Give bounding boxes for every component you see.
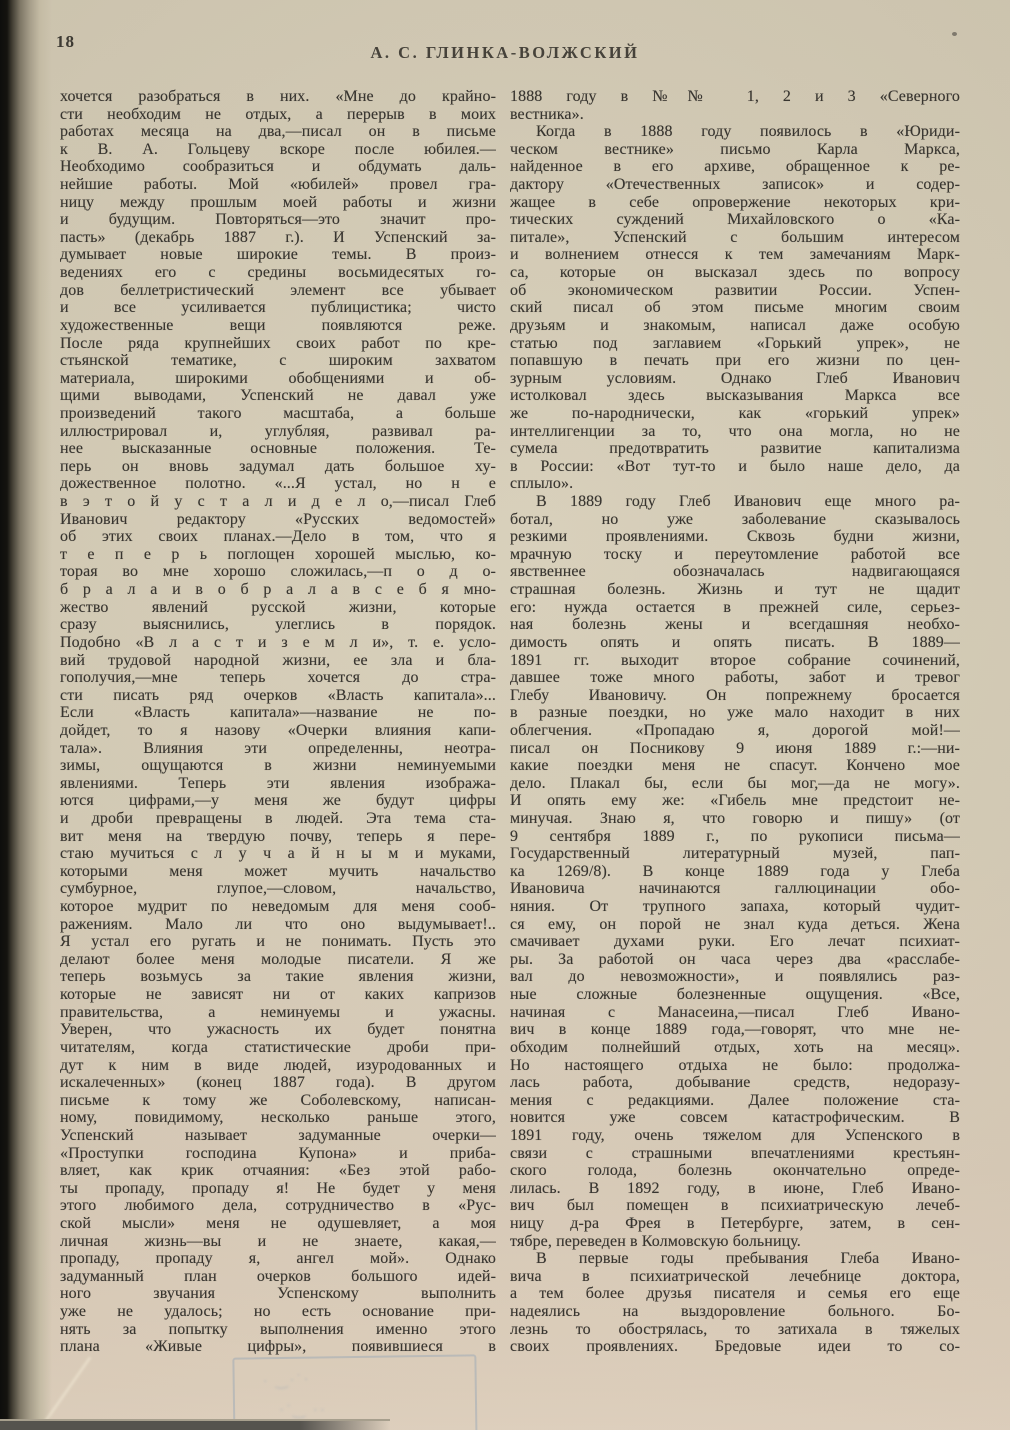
text-line: писал он Посникову 9 июня 1889 г.:—ни-: [510, 739, 960, 757]
text-line: попавшую в печать при его жизни по цен-: [510, 352, 960, 370]
text-line: 1891 году, очень тяжелом для Успенского в: [510, 1126, 960, 1144]
text-line: ры. За работой он часа через два «расслабе-: [510, 950, 960, 968]
text-line: нее высказанные основные положения. Те-: [60, 440, 496, 458]
text-line: и волнением отнесся к тем замечаниям Марк-: [510, 246, 960, 264]
text-line: Иванович редактору «Русских ведомостей»: [60, 510, 496, 528]
scan-bottom-edge: [0, 1419, 390, 1430]
text-line: лезнь то обострялась, то затихала в тяжелых: [510, 1320, 960, 1338]
text-line: статью под заглавием «Горький упрек», не: [510, 334, 960, 352]
text-line: ведениях его с средины восьмидесятых го-: [60, 264, 496, 282]
text-line: тических суждений Михайловского о «Ка-: [510, 211, 960, 229]
text-line: вий трудовой народной жизни, ее зла и бла-: [60, 651, 496, 669]
text-line: т е п е р ь поглощен хорошей мыслью, ко-: [60, 545, 496, 563]
text-line: и все усиливается публицистика; чисто: [60, 299, 496, 317]
text-line: уже не удалось; но есть основание при-: [60, 1303, 496, 1321]
text-line: ботал, но уже заболевание сказывалось: [510, 510, 960, 528]
text-line: друзьям и знакомым, написал даже особую: [510, 316, 960, 334]
text-line: которое мудрит по неведомым для меня сооб-: [60, 898, 496, 916]
text-line: же по-народнически, как «горький упрек»: [510, 404, 960, 422]
text-line: димость опять и опять писать. В 1889—: [510, 633, 960, 651]
text-line: которыми меня может мучить начальство: [60, 862, 496, 880]
text-line: интеллигенции за то, что она могла, но не: [510, 422, 960, 440]
text-line: пасть» (декабрь 1887 г.). И Успенский за-: [60, 228, 496, 246]
text-line: резкими проявлениями. Сквозь будни жизни,: [510, 528, 960, 546]
text-line: лась работа, добывание средств, недоразу-: [510, 1074, 960, 1092]
text-line: думывает новые широкие темы. В произ-: [60, 246, 496, 264]
text-line: ному, повидимому, несколько раньше этого,: [60, 1109, 496, 1127]
text-line: этого любимого дела, сотрудничество в «Рус-: [60, 1197, 496, 1215]
text-line: и будущим. Повторяться—это значит про-: [60, 211, 496, 229]
text-line: об экономическом развитии России. Успен-: [510, 281, 960, 299]
text-line: После ряда крупнейших своих работ по кре-: [60, 334, 496, 352]
text-line: ного звучания Успенскому выполнить: [60, 1285, 496, 1303]
text-line: которые не зависят ни от каких капризов: [60, 986, 496, 1004]
text-line: найденное в его архиве, обращенное к ре-: [510, 158, 960, 176]
text-line: дело. Плакал бы, если бы мог,—да не могу».: [510, 774, 960, 792]
text-line: об этих своих планах.—Дело в том, что я: [60, 528, 496, 546]
text-line: его: нужда остается в прежней силе, серьез-: [510, 598, 960, 616]
text-line: явлениями. Теперь эти явления изобража-: [60, 774, 496, 792]
text-line: облегчения. «Пропадаю я, дорогой мой!—: [510, 721, 960, 739]
text-line: стаю мучиться с л у ч а й н ы м и муками,: [60, 845, 496, 863]
text-line: Успенский называет задуманные очерки—: [60, 1126, 496, 1144]
text-line: в разные поездки, но уже мало находит в них: [510, 704, 960, 722]
text-line: са, которые он высказал здесь по вопросу: [510, 264, 960, 282]
text-line: вич в конце 1889 года,—говорят, что мне не-: [510, 1021, 960, 1039]
text-line: тябре, переведен в Колмовскую больницу.: [510, 1232, 801, 1250]
text-line: стьянской тематике, с широким захватом: [60, 352, 496, 370]
text-line: вич был помещен в психиатрическую лечеб-: [510, 1197, 960, 1215]
text-line: работах месяца на два,—писал он в письме: [60, 123, 496, 141]
text-line: письме к тому же Соболевскому, написан-: [60, 1091, 496, 1109]
text-line: сплыло».: [510, 475, 574, 493]
text-line: Но настоящего отдыха не было: продолжа-: [510, 1056, 960, 1074]
text-line: в э т о й у с т а л и д е л о,—писал Глеб: [60, 493, 496, 511]
text-line: искалеченных» (конец 1887 года). В другом: [60, 1074, 496, 1092]
text-line: в России: «Вот тут-то и было наше дело, да: [510, 457, 960, 475]
text-line: ского голода, болезнь окончательно опреде-: [510, 1162, 960, 1180]
text-line: художественные вещи появляются реже.: [60, 316, 496, 334]
text-line: ка 1269/8). В конце 1889 года у Глеба: [510, 862, 960, 880]
stamp-mark: ·˙‿ ··: [279, 1402, 327, 1419]
text-line: теперь возьмусь за такие явления жизни,: [60, 968, 496, 986]
text-line: и дроби превращены в людей. Эта тема ста-: [60, 809, 496, 827]
page-number: 18: [56, 32, 75, 51]
text-line: В первые годы пребывания Глеба Ивано-: [536, 1250, 960, 1268]
text-line: зимы, ощущаются в жизни неминуемыми: [60, 757, 496, 775]
text-line: 1888 году в №№ 1, 2 и 3 «Северного: [510, 88, 960, 105]
text-line: мения с редакциями. Далее положение ста-: [510, 1091, 960, 1109]
text-line: сумбурное, глупое,—словом, начальство,: [60, 880, 496, 898]
text-line: иллюстрировал и, углубляя, развивал ра-: [60, 422, 496, 440]
text-line: делают более меня молодые писатели. Я же: [60, 950, 496, 968]
text-line: 9 сентября 1889 г., по рукописи письма—: [510, 827, 960, 845]
text-line: ются цифрами,—у меня же будут цифры: [60, 792, 496, 810]
text-line: Необходимо сообразиться и обдумать даль-: [60, 158, 496, 176]
text-line: сти необходим не отдых, а перерыв в моих: [60, 105, 496, 123]
text-line: связи с страшными впечатлениями крестьян-: [510, 1144, 960, 1162]
text-line: истолковал здесь высказывания Маркса все: [510, 387, 960, 405]
text-line: вит меня на твердую почву, теперь я пере-: [60, 827, 496, 845]
text-line: вляет, как крик отчаяния: «Без этой рабо-: [60, 1162, 496, 1180]
text-line: дут к ним в виде людей, изуродованных и: [60, 1056, 496, 1074]
text-line: няния. От трупного запаха, который чудит-: [510, 898, 960, 916]
text-line: ской мысли» меня не одушевляет, а моя: [60, 1215, 496, 1232]
text-line: тала». Влияния эти определенны, неотра-: [60, 739, 496, 757]
library-stamp: [232, 1354, 477, 1430]
text-line: Ивановича начинаются галлюцинации обо-: [510, 880, 960, 898]
text-line: торая во мне хорошо сложилась,—п о д о-: [60, 563, 496, 581]
text-line: ницу между прошлым моей работы и жизни: [60, 193, 496, 211]
text-line: пропаду, пропаду я, ангел мой». Однако: [60, 1250, 496, 1268]
text-line: ная болезнь жены и всегдашняя необхо-: [510, 616, 960, 634]
running-head: А. С. ГЛИНКА-ВОЛЖСКИЙ: [370, 43, 640, 62]
text-line: новится уже совсем катастрофическим. В: [510, 1109, 960, 1127]
text-line: произведений такого масштаба, а больше: [60, 404, 496, 422]
text-line: к В. А. Гольцеву вскоре после юбилея.—: [60, 140, 496, 158]
text-line: Когда в 1888 году появилось в «Юриди-: [536, 123, 960, 141]
text-line: сразу выяснились, улеглись в порядок.: [60, 616, 496, 634]
text-line: ский писал об этом письме многим своим: [510, 299, 960, 317]
text-line: Я устал его ругать и не понимать. Пусть это: [60, 933, 496, 951]
text-line: И опять ему же: «Гибель мне предстоит не-: [510, 792, 960, 810]
text-column-left: [60, 88, 496, 1356]
scan-speck: [952, 32, 957, 36]
text-line: правительства, а неминуемы и ужасны.: [60, 1003, 496, 1021]
text-line: ные сложные болезненные ощущения. «Все,: [510, 986, 960, 1004]
text-line: Глебу Ивановичу. Он попрежнему бросается: [510, 686, 960, 704]
text-line: а тем более друзья писателя и семья его еще: [510, 1285, 960, 1303]
text-line: нейшие работы. Мой «юбилей» провел гра-: [60, 176, 496, 194]
text-line: вича в психиатрической лечебнице доктора,: [510, 1267, 960, 1285]
text-line: плана «Живые цифры», появившиеся в: [60, 1338, 496, 1356]
text-line: минучая. Знаю я, что говорю и пишу» (от: [510, 809, 960, 827]
text-line: страшная болезнь. Жизнь и тут не щадит: [510, 581, 960, 599]
text-line: жество явлений русской жизни, которые: [60, 598, 496, 616]
text-line: смачивает духами руки. Его лечат психиат-: [510, 933, 960, 951]
text-line: питале», Успенский с большим интересом: [510, 228, 960, 246]
text-line: дойдет, то я назову «Очерки влияния капи-: [60, 721, 496, 739]
text-line: 1891 гг. выходит второе собрание сочинений,: [510, 651, 960, 669]
text-line: Если «Власть капитала»—название не по-: [60, 704, 496, 722]
text-line: ческом вестнике» письмо Карла Маркса,: [510, 140, 960, 158]
text-line: перь он вновь задумал дать большое ху-: [60, 457, 496, 475]
text-line: личная жизнь—вы и не знаете, какая,—: [60, 1232, 496, 1250]
text-line: надеялись на выздоровление больного. Бо-: [510, 1303, 960, 1321]
text-line: вестника».: [510, 105, 584, 123]
text-line: дов беллетристический элемент все убывает: [60, 281, 496, 299]
text-line: «Проступки господина Купона» и приба-: [60, 1144, 496, 1162]
text-line: жащее в себе опровержение некоторых кри-: [510, 193, 960, 211]
text-line: сумела предотвратить развитие капитализма: [510, 440, 960, 458]
text-line: б р а л а и в о б р а л а в с е б я мно-: [60, 581, 496, 599]
text-line: гополучия,—мне теперь хочется до стра-: [60, 669, 496, 687]
text-line: своих проявлениях. Бредовые идеи то со-: [510, 1338, 960, 1356]
text-column-right: [510, 88, 960, 1356]
text-line: обходим полнейший отдых, хоть на месяц».: [510, 1038, 960, 1056]
book-spine-shadow: [0, 0, 52, 1430]
text-line: Государственный литературный музей, пап-: [510, 845, 960, 863]
text-line: ся ему, он порой не знал куда деться. Жена: [510, 915, 960, 933]
text-line: Подобно «В л а с т и з е м л и», т. е. усло-: [60, 633, 496, 651]
text-line: ражениям. Мало ли что оно выдумывает!..: [60, 915, 496, 933]
text-line: задуманный план очерков большого идей-: [60, 1267, 496, 1285]
text-line: Уверен, что ужасность их будет понятна: [60, 1021, 496, 1039]
text-line: лилась. В 1892 году, в июне, Глеб Ивано-: [510, 1179, 960, 1197]
text-line: зурным условиям. Однако Глеб Иванович: [510, 369, 960, 387]
text-line: вал до невозможности», и появлялись раз-: [510, 968, 960, 986]
text-line: явственнее обозначалась надвигающаяся: [510, 563, 960, 581]
text-line: щими выводами, Успенский не давал уже: [60, 387, 496, 405]
text-line: какие поездки меня не спасут. Кончено мое: [510, 757, 960, 775]
text-line: материала, широкими обобщениями и об-: [60, 369, 496, 387]
stamp-mark: · ‿·˙·: [262, 1371, 311, 1391]
text-line: давшее тоже много работы, забот и тревог: [510, 669, 960, 687]
text-line: дактору «Отечественных записок» и содер-: [510, 176, 960, 194]
page-crease: [14, 1356, 91, 1430]
text-line: ницу д-ра Фрея в Петербурге, затем, в сен-: [510, 1215, 960, 1232]
text-line: читателям, когда статистические дроби при-: [60, 1038, 496, 1056]
text-line: хочется разобраться в них. «Мне до крайно-: [60, 88, 496, 105]
text-line: сти писать ряд очерков «Власть капитала»...: [60, 686, 496, 704]
text-line: В 1889 году Глеб Иванович еще много ра-: [536, 493, 960, 511]
text-line: нять за попытку выполнения именно этого: [60, 1320, 496, 1338]
text-line: дожественное полотно. «...Я устал, но н е: [60, 475, 496, 493]
text-line: мрачную тоску и переутомление работой все: [510, 545, 960, 563]
text-line: ты пропаду, пропаду я! Не будет у меня: [60, 1179, 496, 1197]
text-line: начиная с Манасеина,—писал Глеб Ивано-: [510, 1003, 960, 1021]
